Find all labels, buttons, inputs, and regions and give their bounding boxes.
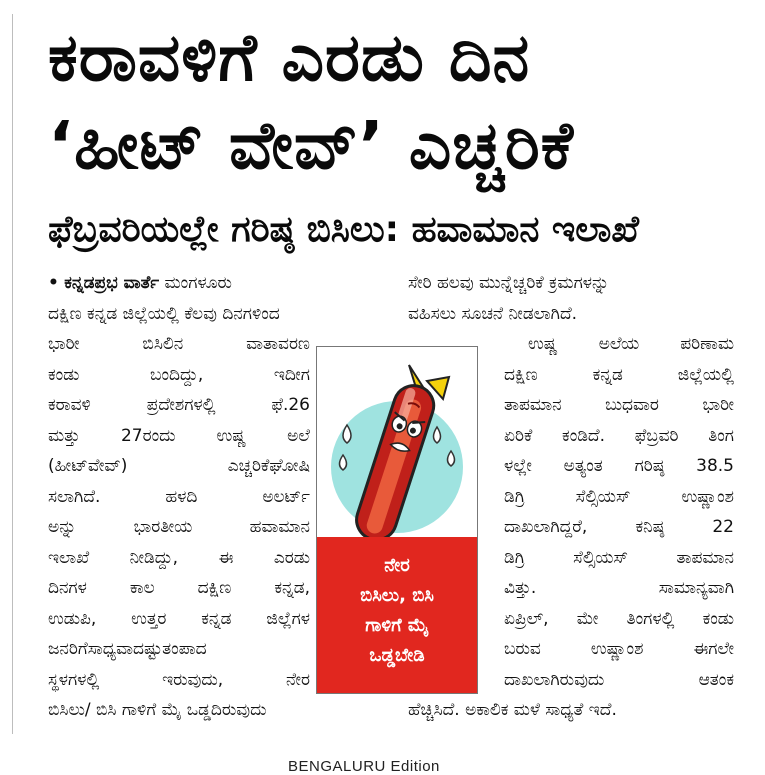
article-line: ಹೆಚ್ಚಿಸಿದೆ. ಅಕಾಲಿಕ ಮಳೆ ಸಾಧ್ಯತೆ ಇದೆ.: [408, 700, 617, 720]
sweating-thermometer-icon: [317, 347, 477, 537]
edition-label: BENGALURU Edition: [288, 758, 440, 775]
article-line: ಉಡುಪಿ, ಉತ್ತರ ಕನ್ನಡ ಜಿಲ್ಲೆಗಳ: [48, 608, 310, 629]
article-line: ಏಪ್ರಿಲ್, ಮೇ ತಿಂಗಳಲ್ಲಿ ಕಂಡು: [504, 608, 734, 629]
pull-quote-line: ಗಾಳಿಗೆ ಮೈ: [365, 615, 429, 636]
headline-line-2: ‘ಹೀಟ್‌ ವೇವ್‌’ ಎಚ್ಚರಿಕೆ: [48, 107, 575, 184]
article-line: ಜನರಿಗೆಸಾಧ್ಯವಾದಷ್ಟುತಂಪಾದ: [48, 639, 207, 659]
byline-place: ಮಂಗಳೂರು: [164, 273, 232, 293]
article-line: ವಹಿಸಲು ಸೂಚನೆ ನೀಡಲಾಗಿದೆ.: [408, 303, 578, 324]
pull-quote: [317, 537, 477, 693]
pull-quote-line: ಒಡ್ಡಬೇಡಿ: [369, 645, 425, 666]
article-line: ಇಲಾಖೆ ನೀಡಿದ್ದು, ಈ ಎರಡು: [48, 547, 310, 568]
article-line: ತಾಪಮಾನ ಬುಧವಾರ ಭಾರೀ: [504, 395, 734, 415]
pull-quote-line: ಬಿಸಿಲು, ಬಿಸಿ: [360, 585, 434, 606]
article-line: ಬಿಸಿಲು/ ಬಿಸಿ ಗಾಳಿಗೆ ಮೈ ಒಡ್ಡದಿರುವುದು: [48, 700, 267, 720]
article-line: ಮತ್ತು 27ರಂದು ಉಷ್ಣ ಅಲೆ: [48, 425, 310, 446]
article-line: ದಕ್ಷಿಣ ಕನ್ನಡ ಜಿಲ್ಲೆಯಲ್ಲಿ: [504, 364, 734, 385]
article-line: ಕಂಡು ಬಂದಿದ್ದು, ಇದೀಗ: [48, 364, 310, 385]
article-line: ಸಲಾಗಿದೆ. ಹಳದಿ ಅಲರ್ಟ್: [48, 486, 310, 507]
article-line: ದಕ್ಷಿಣ ಕನ್ನಡ ಜಿಲ್ಲೆಯಲ್ಲಿ ಕೆಲವು ದಿನಗಳಿಂದ: [48, 303, 280, 324]
article-line: ವಿತ್ತು. ಸಾಮಾನ್ಯವಾಗಿ: [504, 578, 734, 598]
article-line: ಡಿಗ್ರಿ ಸೆಲ್ಸಿಯಸ್ ತಾಪಮಾನ: [504, 547, 734, 568]
byline: [48, 268, 376, 299]
article-line: (ಹೀಟ್‌ವೇವ್) ಎಚ್ಚರಿಕೆಘೋಷಿ: [48, 456, 310, 476]
article-line: ಕರಾವಳಿ ಪ್ರದೇಶಗಳಲ್ಲಿ ಫೆ.26: [48, 395, 310, 415]
article-line: ಬರುವ ಉಷ್ಣಾಂಶ ಈಗಲೇ: [504, 639, 734, 659]
bullet-icon: •: [48, 273, 59, 293]
article-line: ಳಲ್ಲೇ ಅತ್ಯಂತ ಗರಿಷ್ಠ 38.5: [504, 456, 734, 476]
headline-line-1: ಕರಾವಳಿಗೆ ಎರಡು ದಿನ: [48, 19, 531, 96]
article-line: ಸೇರಿ ಹಲವು ಮುನ್ನೆಚ್ಚರಿಕೆ ಕ್ರಮಗಳನ್ನು: [408, 273, 610, 293]
article-line: ಭಾರೀ ಬಿಸಿಲಿನ ವಾತಾವರಣ: [48, 334, 310, 354]
illustration-box: [316, 346, 478, 694]
article-line: ದಿನಗಳ ಕಾಲ ದಕ್ಷಿಣ ಕನ್ನಡ,: [48, 578, 310, 598]
pull-quote-line: ನೇರ: [384, 555, 410, 576]
article-line: ಡಿಗ್ರಿ ಸೆಲ್ಸಿಯಸ್ ಉಷ್ಣಾಂಶ: [504, 486, 734, 507]
article-line: ದಾಖಲಾಗಿರುವುದು ಆತಂಕ: [504, 669, 734, 690]
column-rule: [12, 14, 13, 734]
article-line: ಸ್ಥಳಗಳಲ್ಲಿ ಇರುವುದು, ನೇರ: [48, 669, 310, 690]
article-line: ಏರಿಕೆ ಕಂಡಿದೆ. ಫೆಬ್ರವರಿ ತಿಂಗ: [504, 425, 734, 446]
article-line: ಅನ್ನು ಭಾರತೀಯ ಹವಾಮಾನ: [48, 517, 310, 537]
byline-agency: ಕನ್ನಡಪ್ರಭ ವಾರ್ತೆ: [64, 273, 160, 293]
subheadline: ಫೆಬ್ರವರಿಯಲ್ಲೇ ಗರಿಷ್ಠ ಬಿಸಿಲು: ಹವಾಮಾನ ಇಲಾಖೆ: [48, 209, 639, 250]
article-line: ದಾಖಲಾಗಿದ್ದರೆ, ಕನಿಷ್ಠ 22: [504, 517, 734, 537]
article-line: ಉಷ್ಣ ಅಲೆಯ ಪರಿಣಾಮ: [528, 334, 734, 354]
